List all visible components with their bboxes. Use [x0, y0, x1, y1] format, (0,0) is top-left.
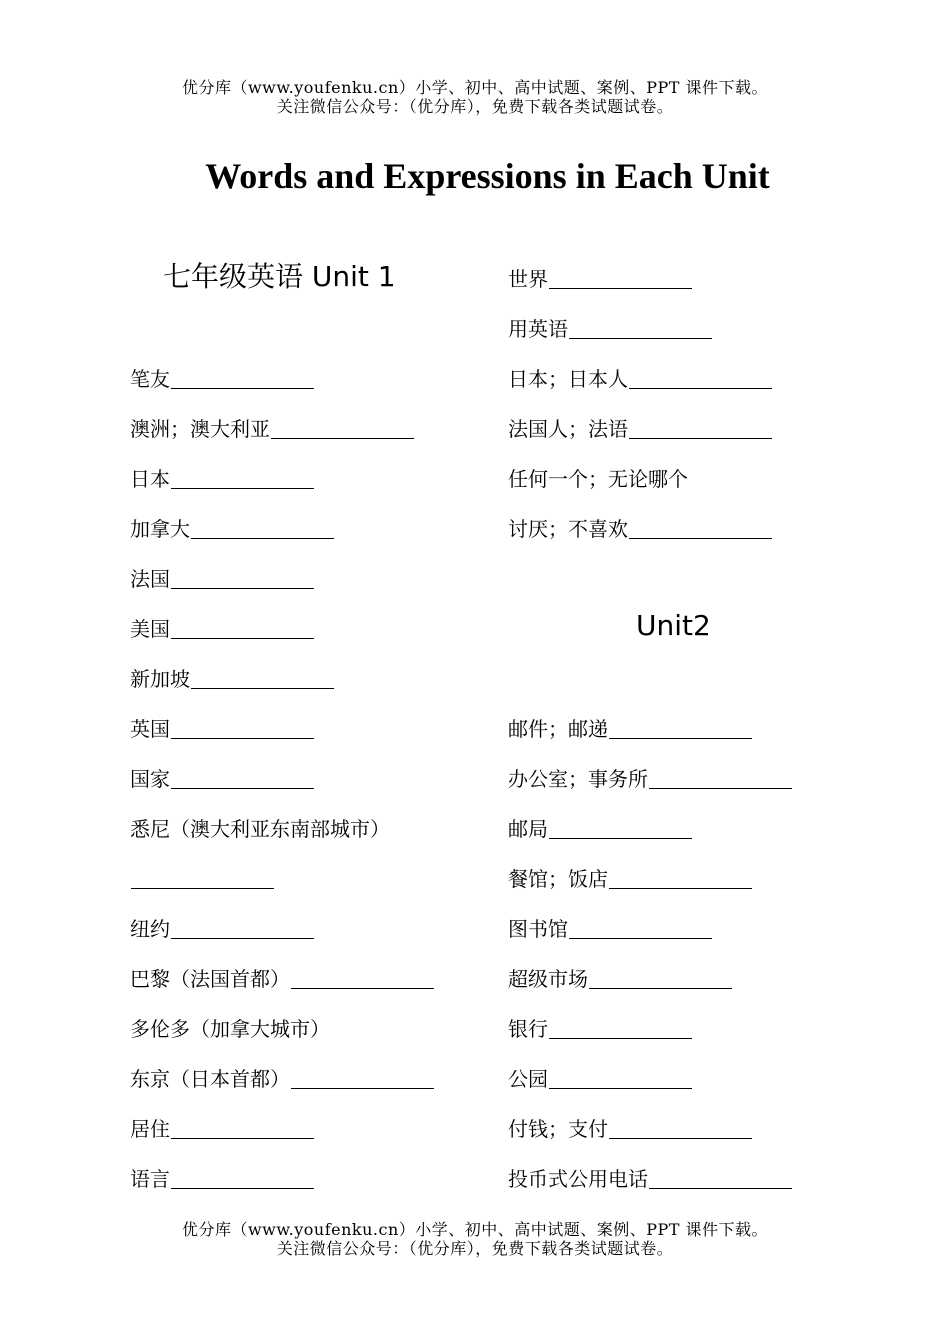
- vocab-term: 多伦多（加拿大城市）: [130, 1016, 330, 1041]
- vocab-item: [130, 352, 434, 402]
- answer-blank[interactable]: [291, 966, 434, 989]
- answer-blank[interactable]: [131, 866, 274, 889]
- vocab-term: 餐馆；饭店: [508, 866, 608, 891]
- answer-blank[interactable]: [171, 566, 314, 589]
- vocab-item: [130, 952, 434, 1002]
- vocab-item: [130, 902, 434, 952]
- vocab-item: [508, 902, 792, 952]
- answer-blank[interactable]: [171, 766, 314, 789]
- vocab-term: 悉尼（澳大利亚东南部城市）: [130, 816, 390, 841]
- vocab-item: [508, 1002, 792, 1052]
- vocab-term: 用英语: [508, 316, 568, 341]
- left-column: [130, 252, 434, 1202]
- vocab-term: 纽约: [130, 916, 170, 941]
- vocab-item: [130, 602, 434, 652]
- vocab-item: [130, 1102, 434, 1152]
- vocab-term: 加拿大: [130, 516, 190, 541]
- vocab-term: 投币式公用电话: [508, 1166, 648, 1191]
- answer-blank[interactable]: [271, 416, 414, 439]
- vocab-term: 任何一个；无论哪个: [508, 466, 688, 491]
- vocab-term: 巴黎（法国首都）: [130, 966, 290, 991]
- answer-blank[interactable]: [171, 716, 314, 739]
- vocab-item: [130, 852, 434, 902]
- vocab-term: 笔友: [130, 366, 170, 391]
- vocab-term: 办公室；事务所: [508, 766, 648, 791]
- answer-blank[interactable]: [549, 1016, 692, 1039]
- vocab-item: [130, 702, 434, 752]
- answer-blank[interactable]: [629, 366, 772, 389]
- vocab-term: 新加坡: [130, 666, 190, 691]
- answer-blank[interactable]: [171, 616, 314, 639]
- vocab-item: [508, 1052, 792, 1102]
- vocab-item: [508, 952, 792, 1002]
- answer-blank[interactable]: [171, 916, 314, 939]
- unit2-heading: Unit2: [636, 609, 711, 642]
- vocab-term: 讨厌；不喜欢: [508, 516, 628, 541]
- vocab-term: 邮局: [508, 816, 548, 841]
- footer-line-1: 优分库（www.youfenku.cn）小学、初中、高中试题、案例、PPT 课件下载。: [181, 1220, 769, 1239]
- answer-blank[interactable]: [609, 716, 752, 739]
- header-line-1: 优分库（www.youfenku.cn）小学、初中、高中试题、案例、PPT 课件下载。: [181, 78, 769, 97]
- vocab-item: [508, 1102, 792, 1152]
- answer-blank[interactable]: [549, 816, 692, 839]
- vocab-term: 法国: [130, 566, 170, 591]
- right-column: [508, 252, 792, 1202]
- vocab-term: 银行: [508, 1016, 548, 1041]
- vocab-item: [508, 802, 792, 852]
- vocab-term: 日本；日本人: [508, 366, 628, 391]
- answer-blank[interactable]: [589, 966, 732, 989]
- vocab-item: [508, 852, 792, 902]
- unit1-heading: 七年级英语 Unit 1: [163, 260, 396, 293]
- vocab-item: [130, 1002, 434, 1052]
- answer-blank[interactable]: [609, 866, 752, 889]
- answer-blank[interactable]: [569, 916, 712, 939]
- vocab-term: 公园: [508, 1066, 548, 1091]
- vocab-term: 东京（日本首都）: [130, 1066, 290, 1091]
- vocab-term: 付钱；支付: [508, 1116, 608, 1141]
- answer-blank[interactable]: [569, 316, 712, 339]
- vocab-term: 法国人；法语: [508, 416, 628, 441]
- vocab-term: 世界: [508, 266, 548, 291]
- vocab-item: [508, 302, 792, 352]
- vocab-term: 日本: [130, 466, 170, 491]
- vocab-item: [130, 1152, 434, 1202]
- vocab-term: 美国: [130, 616, 170, 641]
- answer-blank[interactable]: [171, 366, 314, 389]
- vocab-term: 语言: [130, 1166, 170, 1191]
- vocab-term: 国家: [130, 766, 170, 791]
- answer-blank[interactable]: [649, 1166, 792, 1189]
- vocab-item: [130, 552, 434, 602]
- vocab-item: [508, 1152, 792, 1202]
- vocab-term: 邮件；邮递: [508, 716, 608, 741]
- answer-blank[interactable]: [549, 1066, 692, 1089]
- vocab-item: [130, 752, 434, 802]
- spacer-row: [130, 302, 434, 352]
- answer-blank[interactable]: [549, 266, 692, 289]
- answer-blank[interactable]: [191, 516, 334, 539]
- answer-blank[interactable]: [609, 1116, 752, 1139]
- answer-blank[interactable]: [171, 1116, 314, 1139]
- page-footer: [0, 1220, 950, 1258]
- vocab-item: [508, 752, 792, 802]
- vocab-item: [130, 502, 434, 552]
- answer-blank[interactable]: [291, 1066, 434, 1089]
- header-line-2: 关注微信公众号：（优分库），免费下载各类试题试卷。: [276, 97, 674, 116]
- spacer-row: [130, 252, 434, 302]
- vocab-item: [508, 352, 792, 402]
- vocab-term: 英国: [130, 716, 170, 741]
- vocab-term: 图书馆: [508, 916, 568, 941]
- vocab-term: 超级市场: [508, 966, 588, 991]
- answer-blank[interactable]: [649, 766, 792, 789]
- spacer-row: [508, 652, 792, 702]
- vocab-item: [508, 402, 792, 452]
- vocab-item: [508, 702, 792, 752]
- document-title: Words and Expressions in Each Unit: [205, 156, 770, 196]
- page-header: [0, 78, 950, 116]
- vocab-term: 澳洲；澳大利亚: [130, 416, 270, 441]
- footer-line-2: 关注微信公众号：（优分库），免费下载各类试题试卷。: [276, 1239, 674, 1258]
- answer-blank[interactable]: [629, 516, 772, 539]
- vocab-term: 居住: [130, 1116, 170, 1141]
- vocab-item: [130, 802, 434, 852]
- vocab-item: [508, 502, 792, 552]
- vocab-item: [130, 1052, 434, 1102]
- spacer-row: [508, 552, 792, 602]
- vocab-item: [130, 452, 434, 502]
- vocab-item: [508, 252, 792, 302]
- vocab-item: [508, 452, 792, 502]
- vocab-item: [130, 402, 434, 452]
- answer-blank[interactable]: [629, 416, 772, 439]
- answer-blank[interactable]: [171, 466, 314, 489]
- answer-blank[interactable]: [191, 666, 334, 689]
- answer-blank[interactable]: [171, 1166, 314, 1189]
- vocab-item: [130, 652, 434, 702]
